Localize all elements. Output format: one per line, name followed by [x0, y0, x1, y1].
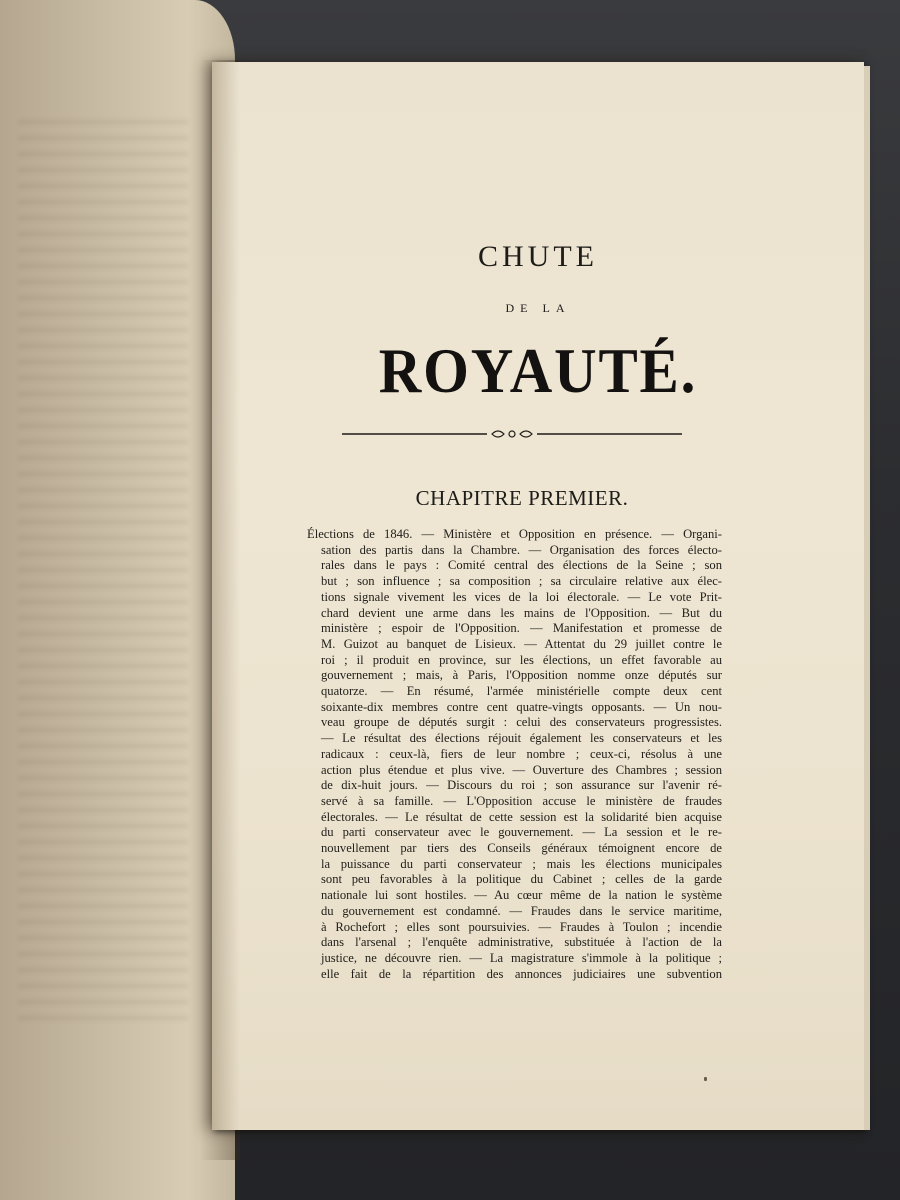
summary-line: soixante-dix membres contre cent quatre-vingts opposants. — Un nou-	[321, 699, 722, 714]
summary-line: Élections de 1846. — Ministère et Opposition en présence. — Organi-	[307, 527, 722, 541]
left-page-blurred-text	[18, 120, 188, 1020]
summary-line: de dix-huit jours. — Discours du roi ; son assurance sur l'avenir ré-	[321, 778, 722, 793]
summary-line: quatorze. — En résumé, l'armée ministérielle compte deux cent	[321, 684, 722, 699]
summary-line: action plus étendue et plus vive. — Ouverture des Chambres ; session	[321, 762, 722, 777]
summary-line: roi ; il produit en province, sur les élections, un effet favorable au	[321, 652, 722, 667]
summary-line: veau groupe de députés surgit : celui des conservateurs progressistes.	[321, 715, 722, 730]
summary-line: nouvellement par tiers des Conseils généraux témoignent encore de	[321, 841, 722, 856]
summary-line: radicaux : ceux-là, fiers de leur nombre ; ceux-ci, résolus à une	[321, 746, 722, 761]
summary-line: servé à sa famille. — L'Opposition accuse le ministère de fraudes	[321, 793, 722, 808]
title-page	[212, 62, 864, 1130]
summary-line: — Le résultat des élections réjouit également les conservateurs et les	[321, 731, 722, 746]
summary-line: ministère ; espoir de l'Opposition. — Manifestation et promesse de	[321, 621, 722, 636]
summary-line: M. Guizot au banquet de Lisieux. — Attentat du 29 juillet contre le	[321, 636, 722, 651]
ornamental-divider-icon	[342, 426, 682, 442]
summary-line: du gouvernement est condamné. — Fraudes dans le service maritime,	[321, 903, 722, 918]
title-line-chute: CHUTE	[478, 240, 598, 273]
chapter-heading: CHAPITRE PREMIER.	[415, 486, 629, 510]
paper-speck	[704, 1077, 707, 1081]
page-edge	[864, 66, 870, 1130]
summary-line: sation des partis dans la Chambre. — Organisation des forces électo-	[321, 542, 722, 557]
summary-line: but ; son influence ; sa composition ; sa circulaire relative aux élec-	[321, 574, 722, 589]
summary-line: sont peu favorables à la politique du Cabinet ; celles de la garde	[321, 872, 722, 887]
summary-line: justice, ne découvre rien. — La magistrature s'immole à la politique ;	[321, 950, 722, 965]
summary-line: gouvernement ; mais, à Paris, l'Opposition nomme onze députés sur	[321, 668, 722, 683]
summary-line: la puissance du parti conservateur ; mais les élections municipales	[321, 856, 722, 871]
summary-line: nationale lui sont hostiles. — Au cœur même de la nation le système	[321, 888, 722, 903]
title-line-de-la: DE LA	[505, 301, 571, 315]
summary-line: électorales. — Le résultat de cette session est la solidarité bien acquise	[321, 809, 722, 824]
summary-line: à Rochefort ; elles sont poursuivies. — Fraudes à Toulon ; incendie	[321, 919, 722, 934]
page-gutter-shadow	[212, 62, 240, 1130]
summary-line: elle fait de la répartition des annonces judiciaires une subvention	[321, 966, 722, 981]
summary-line: tions signale vivement les vices de la loi électorale. — Le vote Prit-	[321, 589, 722, 604]
summary-line: rales dans le pays : Comité central des élections de la Seine ; son	[321, 558, 722, 573]
title-line-royaute: ROYAUTÉ.	[378, 335, 698, 406]
summary-line: chard devient une arme dans les mains de l'Opposition. — But du	[321, 605, 722, 620]
chapter-summary	[307, 527, 722, 982]
summary-line: dans l'arsenal ; l'enquête administrative, substituée à l'action de la	[321, 935, 722, 950]
summary-line: du parti conservateur avec le gouvernement. — La session et le re-	[321, 825, 722, 840]
